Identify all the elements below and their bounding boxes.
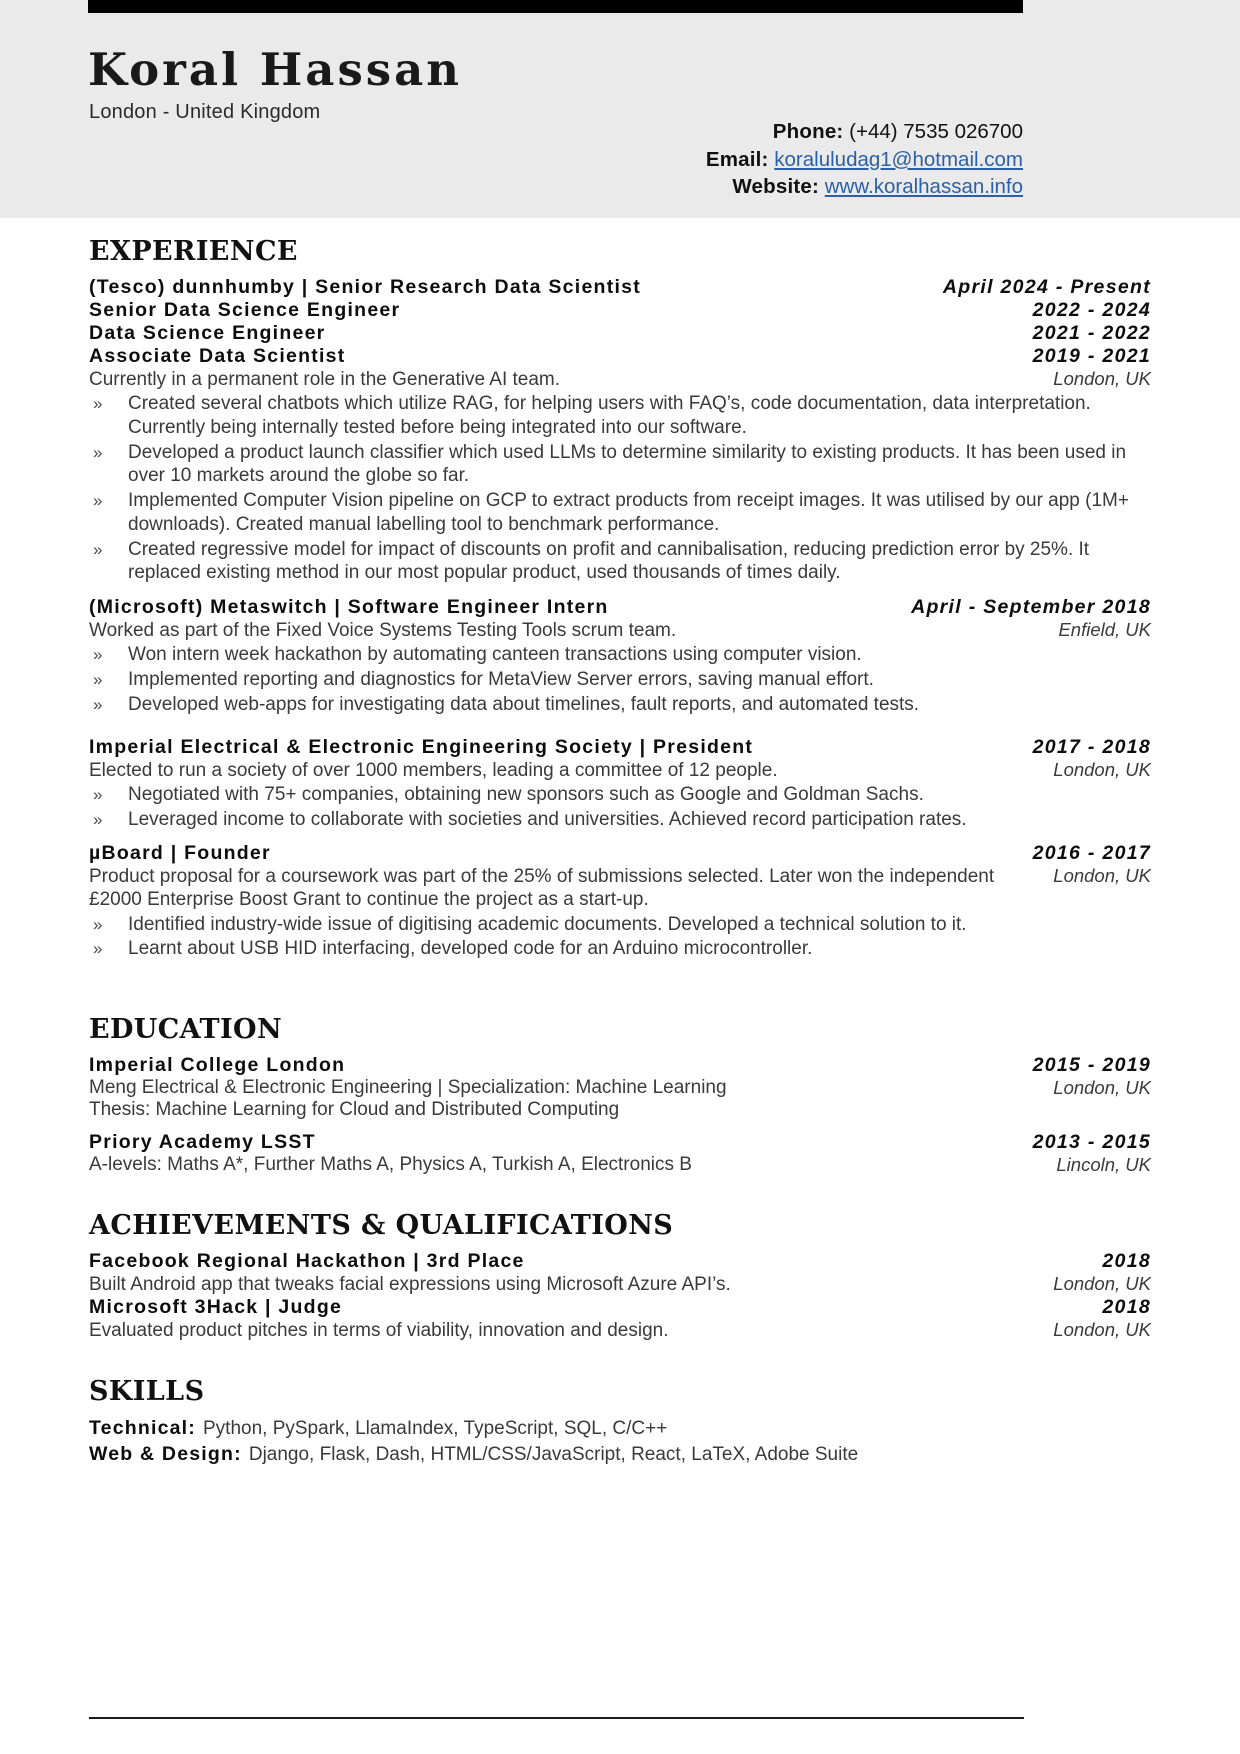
entry-location: London, UK <box>1053 758 1151 780</box>
entry-header <box>89 1131 1151 1176</box>
list-item <box>89 538 1151 586</box>
list-item-text: Created regressive model for impact of discounts on profit and cannibalisation, reducing prediction error by 25%. It replaced existing method in our most popular product, used thousands of times daily. <box>128 538 1090 584</box>
entry-date: 2013 - 2015 <box>1032 1131 1151 1154</box>
entry-role-title: Senior Data Science Engineer <box>89 299 401 321</box>
entry-title: Microsoft 3Hack | Judge <box>89 1296 343 1319</box>
section-heading-skills: SKILLS <box>89 1376 205 1408</box>
entry-header <box>89 842 1151 865</box>
list-item-text: Implemented reporting and diagnostics for MetaView Server errors, saving manual effort. <box>128 669 874 691</box>
entry-location: London, UK <box>1053 1319 1151 1341</box>
website-link[interactable]: www.koralhassan.info <box>824 175 1023 199</box>
list-item-text: Won intern week hackathon by automating canteen transactions using computer vision. <box>128 644 862 666</box>
list-item <box>89 808 1151 832</box>
bullet-marker-icon: » <box>93 939 103 959</box>
entry-description: Built Android app that tweaks facial expressions using Microsoft Azure API’s. <box>89 1274 731 1296</box>
list-item <box>89 783 1151 807</box>
section-heading-experience: EXPERIENCE <box>89 236 298 267</box>
entry-bullet-list <box>89 913 1151 962</box>
list-item-text: Learnt about USB HID interfacing, developed code for an Arduino microcontroller. <box>128 938 813 960</box>
page-title: Koral Hassan <box>88 43 462 96</box>
list-item <box>89 937 1151 961</box>
entry-role-title: Associate Data Scientist <box>89 345 346 367</box>
entry-bullet-list <box>89 643 1151 716</box>
entry-description: Elected to run a society of over 1000 members, leading a committee of 12 people. <box>89 759 778 781</box>
entry-subheader <box>89 1319 1151 1342</box>
entry-title: µBoard | Founder <box>89 842 271 865</box>
list-item-text: Leveraged income to collaborate with societies and universities. Achieved record participation rates. <box>128 808 967 830</box>
skills-label: Technical: <box>89 1417 196 1440</box>
education-entry <box>89 1131 1151 1176</box>
entry-line: A-levels: Maths A*, Further Maths A, Physics A, Turkish A, Electronics B <box>89 1154 692 1176</box>
entry-date: April - September 2018 <box>911 596 1151 619</box>
list-item-text: Developed web-apps for investigating data about timelines, fault reports, and automated tests. <box>128 693 920 715</box>
entry-title: Priory Academy LSST <box>89 1131 316 1154</box>
skills-value: Python, PySpark, LlamaIndex, TypeScript, SQL, C/C++ <box>203 1418 668 1440</box>
list-item <box>89 643 1151 667</box>
skills-row-technical <box>89 1416 1151 1442</box>
entry-left-column <box>89 1131 1019 1176</box>
entry-subheader <box>89 759 1151 782</box>
entry-role-row <box>89 345 1151 368</box>
list-item <box>89 392 1151 440</box>
header-accent-bar <box>88 0 1023 13</box>
entry-subheader <box>89 368 1151 391</box>
bullet-marker-icon: » <box>93 670 103 690</box>
contact-label-website: Website: <box>732 175 820 199</box>
entry-title: Imperial College London <box>89 1054 346 1077</box>
entry-right-column <box>1019 1054 1151 1099</box>
entry-location: London, UK <box>1053 865 1151 887</box>
entry-header <box>89 1296 1151 1319</box>
bullet-marker-icon: » <box>93 645 103 665</box>
entry-role-title: Data Science Engineer <box>89 322 326 344</box>
list-item-text: Developed a product launch classifier which used LLMs to determine similarity to existing products. It has been used in over 10 markets around the globe so far. <box>128 441 1127 487</box>
entry-title: (Microsoft) Metaswitch | Software Engineer Intern <box>89 596 609 619</box>
email-link[interactable]: koraluludag1@hotmail.com <box>774 147 1023 171</box>
bullet-marker-icon: » <box>93 809 103 829</box>
entry-header <box>89 736 1151 759</box>
entry-line: Meng Electrical & Electronic Engineering | Specialization: Machine Learning <box>89 1077 727 1099</box>
entry-title: (Tesco) dunnhumby | Senior Research Data Scientist <box>89 276 641 298</box>
contact-value-phone: (+44) 7535 026700 <box>849 120 1023 143</box>
list-item <box>89 441 1151 489</box>
entry-location: Enfield, UK <box>1058 619 1151 641</box>
contact-row-email <box>423 146 1023 174</box>
list-item-text: Identified industry-wide issue of digitising academic documents. Developed a technical solution to it. <box>128 913 967 935</box>
experience-entry <box>89 276 1151 585</box>
entry-role-row <box>89 322 1151 345</box>
bullet-marker-icon: » <box>93 694 103 714</box>
resume-header <box>0 0 1240 218</box>
entry-location: Lincoln, UK <box>1056 1154 1151 1176</box>
entry-role-date: 2019 - 2021 <box>1032 345 1151 367</box>
entry-description: Evaluated product pitches in terms of viability, innovation and design. <box>89 1320 669 1342</box>
entry-location: London, UK <box>1053 1077 1151 1099</box>
entry-subheader <box>89 865 1151 911</box>
entry-date: 2016 - 2017 <box>1032 842 1151 865</box>
education-entry <box>89 1054 1151 1121</box>
experience-entry <box>89 596 1151 716</box>
contact-row-website <box>423 173 1023 201</box>
bullet-marker-icon: » <box>93 539 103 559</box>
bullet-marker-icon: » <box>93 784 103 804</box>
bullet-marker-icon: » <box>93 442 103 462</box>
footer-divider <box>89 1717 1024 1719</box>
entry-description: Worked as part of the Fixed Voice Systems Testing Tools scrum team. <box>89 620 677 642</box>
contact-label-email: Email: <box>705 147 769 171</box>
entry-header <box>89 276 1151 299</box>
skills-value: Django, Flask, Dash, HTML/CSS/JavaScript, React, LaTeX, Adobe Suite <box>248 1444 859 1466</box>
bullet-marker-icon: » <box>93 394 103 414</box>
entry-description: Product proposal for a coursework was part of the 25% of submissions selected. Later won the independent £2000 Enterprise Boost Grant to continue the project as a start-up. <box>89 866 995 911</box>
bullet-marker-icon: » <box>93 491 103 511</box>
entry-title: Facebook Regional Hackathon | 3rd Place <box>89 1250 525 1273</box>
entry-header <box>89 596 1151 619</box>
entry-date: 2018 <box>1102 1296 1151 1319</box>
achievement-entry <box>89 1296 1151 1342</box>
contact-block <box>423 118 1023 201</box>
entry-location: London, UK <box>1053 368 1151 389</box>
entry-description: Currently in a permanent role in the Generative AI team. <box>89 369 561 390</box>
entry-bullet-list <box>89 783 1151 832</box>
entry-role-row <box>89 299 1151 322</box>
header-location: London - United Kingdom <box>89 101 321 123</box>
entry-line: Thesis: Machine Learning for Cloud and Distributed Computing <box>89 1099 620 1121</box>
entry-role-date: 2022 - 2024 <box>1032 299 1151 321</box>
entry-left-column <box>89 1054 1019 1121</box>
resume-body <box>0 218 1240 1468</box>
list-item <box>89 913 1151 937</box>
entry-location: London, UK <box>1053 1273 1151 1295</box>
entry-right-column <box>1019 1131 1151 1176</box>
entry-date: 2017 - 2018 <box>1032 735 1151 758</box>
entry-header <box>89 1250 1151 1273</box>
achievement-entry <box>89 1250 1151 1296</box>
list-item <box>89 668 1151 692</box>
entry-title: Imperial Electrical & Electronic Engineering Society | President <box>89 735 754 758</box>
list-item-text: Created several chatbots which utilize RAG, for helping users with FAQ’s, code documentation, data interpretation. Currently being internally tested before being integrated into our software. <box>128 393 1091 438</box>
experience-entry <box>89 736 1151 832</box>
experience-entry <box>89 842 1151 961</box>
list-item <box>89 693 1151 717</box>
entry-header <box>89 1054 1151 1121</box>
list-item-text: Negotiated with 75+ companies, obtaining new sponsors such as Google and Goldman Sachs. <box>128 783 924 805</box>
contact-label-phone: Phone: <box>772 120 844 143</box>
entry-subheader <box>89 1273 1151 1296</box>
entry-subheader <box>89 619 1151 642</box>
entry-date: April 2024 - Present <box>942 276 1151 298</box>
entry-role-date: 2021 - 2022 <box>1032 322 1151 344</box>
list-item <box>89 489 1151 537</box>
entry-date: 2015 - 2019 <box>1032 1054 1151 1077</box>
bullet-marker-icon: » <box>93 914 103 934</box>
entry-date: 2018 <box>1102 1250 1151 1273</box>
skills-row-web-design <box>89 1442 1151 1468</box>
skills-label: Web & Design: <box>89 1443 242 1466</box>
contact-row-phone <box>423 118 1023 146</box>
entry-bullet-list <box>89 392 1151 585</box>
section-heading-education: EDUCATION <box>89 1014 283 1046</box>
section-heading-achievements: ACHIEVEMENTS & QUALIFICATIONS <box>89 1210 674 1242</box>
list-item-text: Implemented Computer Vision pipeline on GCP to extract products from receipt images. It was utilised by our app (1M+ downloads). Created manual labelling tool to benchmark performance. <box>128 490 1129 535</box>
